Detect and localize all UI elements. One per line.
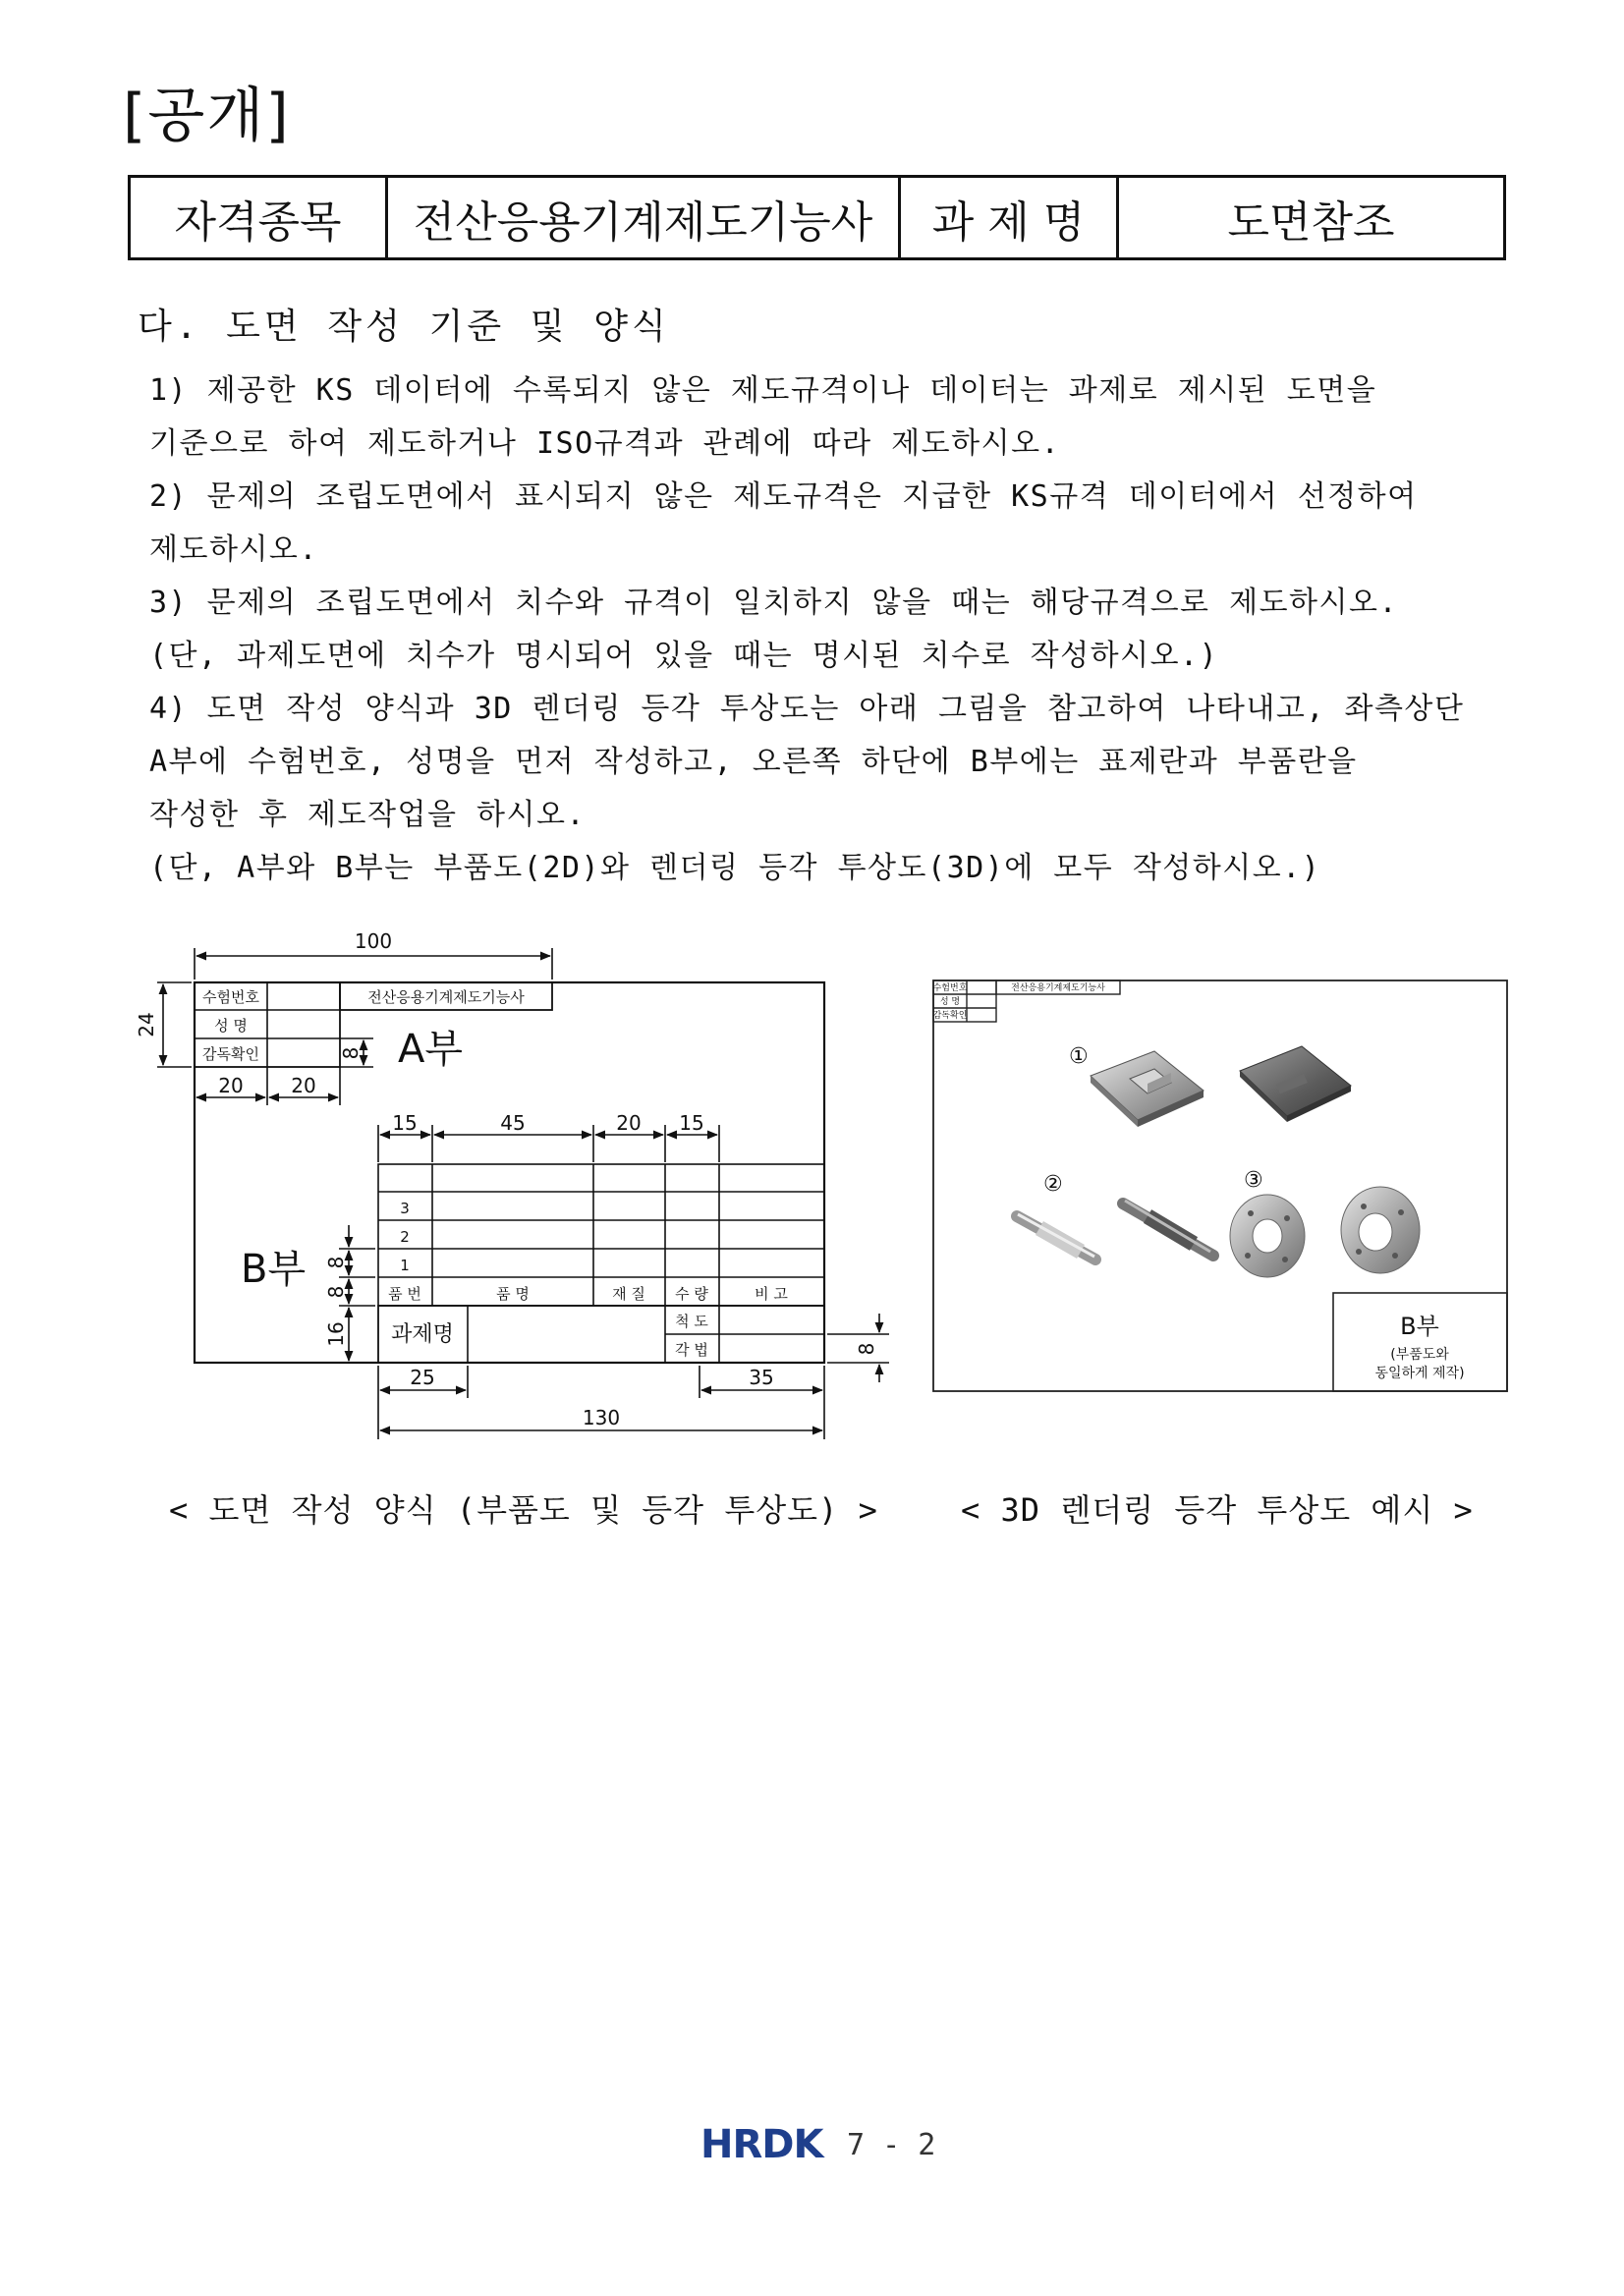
instruction-line: 1) 제공한 KS 데이터에 수록되지 않은 제도규격이나 데이터는 과제로 제시된 도면을 [149,373,1377,408]
dim-24: 24 [135,1012,158,1037]
dim-8: 8 [339,1046,363,1060]
a-course-label: 전산응용기계제도기능사 [1011,983,1105,993]
col-part-name: 품 명 [496,1285,530,1303]
instruction-line: 기준으로 하여 제도하거나 ISO규격과 관례에 따라 제도하시오. [149,426,1061,461]
dim-15: 15 [679,1111,704,1135]
a-supervisor-label: 감독확인 [202,1045,259,1063]
public-tag: [공개] [123,82,291,150]
dim-20: 20 [616,1111,642,1135]
page-number: 7 - 2 [847,2128,936,2162]
b-part-label: B부 [1400,1313,1439,1340]
drawing-format-figure [128,928,894,1449]
row-1: 1 [400,1257,410,1274]
col-part-no: 품 번 [388,1285,421,1303]
part-3-render [1230,1187,1420,1277]
task-name-label: 과제명 [391,1322,454,1347]
dim-20: 20 [291,1074,316,1097]
a-supervisor-label: 감독확인 [932,1011,968,1021]
dim-16: 16 [324,1321,348,1347]
header-label-field: 자격종목 [130,177,387,259]
instruction-line: 3) 문제의 조립도면에서 치수와 규격이 일치하지 않을 때는 해당규격으로 제도하시오. [149,586,1399,620]
row-3: 3 [400,1200,410,1217]
dim-15: 15 [392,1111,418,1135]
hrdk-logo: HRDK [700,2122,823,2167]
instruction-line: 작성한 후 제도작업을 하시오. [149,798,587,832]
render-example-figure [924,973,1513,1405]
b-note-line: (부품도와 [1390,1347,1449,1363]
part-1-render [1091,1051,1204,1127]
dim-45: 45 [500,1111,526,1135]
instruction-line: 2) 문제의 조립도면에서 표시되지 않은 제도규격은 지급한 KS규격 데이터에서 선정하여 [149,479,1418,514]
instruction-line: 제도하시오. [149,532,318,567]
scale-label: 척 도 [675,1313,708,1330]
a-name-label: 성 명 [214,1017,248,1035]
instruction-line: (단, A부와 B부는 부품도(2D)와 렌더링 등각 투상도(3D)에 모두 작성하시오.) [149,851,1321,885]
mark-1: ① [1069,1044,1089,1069]
section-title: 다. 도면 작성 기준 및 양식 [138,307,670,347]
col-note: 비 고 [755,1285,788,1303]
a-name-label: 성 명 [939,997,961,1007]
header-table [128,175,1506,260]
instruction-line: (단, 과제도면에 치수가 명시되어 있을 때는 명시된 치수로 작성하시오.) [149,639,1219,673]
dim-8: 8 [324,1285,348,1299]
a-exam-no-label: 수험번호 [202,988,259,1006]
dim-20: 20 [218,1074,244,1097]
col-material: 재 질 [612,1285,645,1303]
instruction-line: 4) 도면 작성 양식과 3D 렌더링 등각 투상도는 아래 그림을 참고하여 나타내고, 좌측상단 [149,692,1465,726]
instruction-line: A부에 수험번호, 성명을 먼저 작성하고, 오른쪽 하단에 B부에는 표제란과 부품란을 [149,745,1358,779]
part-2-render [1017,1201,1213,1260]
caption-left: < 도면 작성 양식 (부품도 및 등각 투상도) > [169,1491,878,1529]
a-course-label: 전산응용기계제도기능사 [367,988,525,1006]
dim-25: 25 [410,1366,435,1389]
mark-2: ② [1043,1172,1063,1197]
header-label-task: 과 제 명 [900,177,1118,259]
a-exam-no-label: 수험번호 [932,983,968,993]
row-2: 2 [400,1228,410,1246]
dim-35: 35 [749,1366,774,1389]
dim-8: 8 [324,1256,348,1269]
a-part-label: A부 [398,1027,464,1072]
b-note-line: 동일하게 제작) [1374,1366,1465,1381]
projection-label: 각 법 [675,1341,708,1359]
caption-right: < 3D 렌더링 등각 투상도 예시 > [961,1491,1474,1529]
b-part-label: B부 [241,1247,307,1292]
dim-100: 100 [354,929,393,953]
mark-3: ③ [1244,1168,1263,1193]
part-1-render-bottom [1240,1046,1351,1122]
header-value-task: 도면참조 [1118,177,1505,259]
header-value-field: 전산응용기계제도기능사 [387,177,900,259]
dim-8: 8 [855,1342,878,1356]
dim-130: 130 [582,1406,621,1429]
col-qty: 수 량 [675,1285,708,1303]
